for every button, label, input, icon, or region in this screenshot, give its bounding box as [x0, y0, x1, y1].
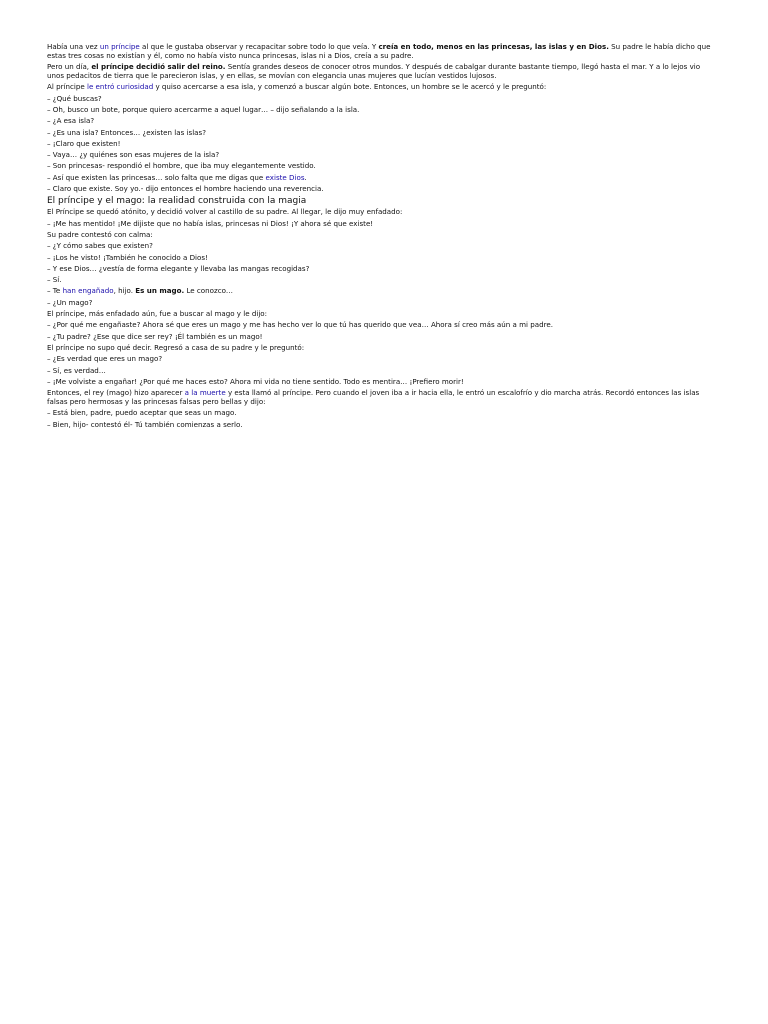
- bold-text: creía en todo, menos en las princesas, las islas y en Dios.: [378, 42, 609, 51]
- text: Su padre le había dicho que estas tres cosas no existían y él, como no había visto nunca princesas, islas ni a Dios, creía a su padre.: [47, 42, 711, 60]
- paragraph: [47, 389, 719, 407]
- link-existe-dios[interactable]: existe Dios: [265, 172, 305, 182]
- text: .: [304, 172, 307, 182]
- text: Al príncipe: [47, 82, 87, 92]
- story-document: [47, 43, 719, 432]
- paragraph: El príncipe, más enfadado aún, fue a buscar al mago y le dijo:: [47, 309, 268, 319]
- dialogue-line: – Sí.: [47, 275, 62, 285]
- dialogue-line: – ¡Me volviste a engañar! ¿Por qué me haces esto? Ahora mi vida no tiene sentido. Todo es mentira… ¡Prefiero morir!: [47, 376, 464, 386]
- text: – Así que existen las princesas… solo falta que me digas que: [47, 172, 266, 182]
- dialogue-line: [47, 287, 719, 296]
- text: Entonces, el rey (mago) hizo aparecer: [47, 388, 185, 398]
- paragraph: [47, 43, 719, 61]
- dialogue-line: – Son princesas- respondió el hombre, que iba muy elegantemente vestido.: [47, 161, 316, 171]
- dialogue-line: – ¿Y cómo sabes que existen?: [47, 241, 153, 251]
- dialogue-line: – ¿A esa isla?: [47, 116, 95, 126]
- paragraph: [47, 83, 719, 92]
- dialogue-line: – ¡Los he visto! ¡También he conocido a Dios!: [47, 252, 208, 262]
- text: al que le gustaba observar y recapacitar sobre todo lo que veía. Y: [139, 42, 379, 51]
- dialogue-line: – ¿Es verdad que eres un mago?: [47, 354, 163, 364]
- text: Le conozco…: [184, 286, 234, 296]
- bold-text: Es un mago.: [135, 286, 185, 296]
- dialogue-line: – ¿Es una isla? Entonces… ¿existen las islas?: [47, 127, 206, 137]
- dialogue-line: – Oh, busco un bote, porque quiero acercarme a aquel lugar… – dijo señalando a la isla.: [47, 105, 360, 114]
- dialogue-line: – Y ese Dios… ¿vestía de forma elegante y llevaba las mangas recogidas?: [47, 263, 310, 273]
- text: y quiso acercarse a esa isla, y comenzó a buscar algún bote. Entonces, un hombre se le acercó y le preguntó:: [153, 82, 547, 92]
- paragraph: Su padre contestó con calma:: [47, 229, 153, 239]
- dialogue-line: – Vaya… ¿y quiénes son esas mujeres de la isla?: [47, 150, 220, 160]
- bold-text: el príncipe decidió salir del reino.: [91, 62, 226, 72]
- dialogue-line: – ¡Claro que existen!: [47, 138, 121, 148]
- dialogue-line: – Bien, hijo- contestó él- Tú también comienzas a serlo.: [47, 419, 243, 429]
- dialogue-line: – Claro que existe. Soy yo.- dijo entonces el hombre haciendo una reverencia.: [47, 184, 324, 194]
- text: – Te: [47, 286, 63, 296]
- paragraph: El príncipe no supo qué decir. Regresó a casa de su padre y le preguntó:: [47, 342, 305, 352]
- paragraph: El Príncipe se quedó atónito, y decidió volver al castillo de su padre. Al llegar, le dijo muy enfadado:: [47, 207, 403, 217]
- dialogue-line: – ¿Tu padre? ¿Ese que dice ser rey? ¡Él también es un mago!: [47, 331, 263, 341]
- dialogue-line: – ¡Me has mentido! ¡Me dijiste que no había islas, princesas ni Dios! ¡Y ahora sé que existe!: [47, 218, 374, 228]
- dialogue-line: – ¿Por qué me engañaste? Ahora sé que eres un mago y me has hecho ver lo que tú has querido que vea… Ahora sí creo más aún a mi padre.: [47, 320, 553, 330]
- text: Había una vez: [47, 42, 100, 51]
- link-han-enganado[interactable]: han engañado: [62, 286, 114, 296]
- dialogue-line: – Está bien, padre, puedo aceptar que seas un mago.: [47, 408, 237, 418]
- dialogue-line: – ¿Qué buscas?: [47, 93, 102, 103]
- text: , hijo.: [113, 286, 136, 296]
- text: y esta llamó al príncipe. Pero cuando el joven iba a ir hacia ella, le entró un escalofrío y dio marcha atrás. Recordó entonces las islas falsas pero hermosas y las princesas falsas pero bellas y dijo:: [47, 388, 700, 407]
- text: Sentía grandes deseos de conocer otros mundos. Y después de cabalgar durante bastante tiempo, llegó hasta el mar. Y a lo lejos vio unos pedacitos de tierra que le parecieron islas, y en ellas, se movían con elegancia unas mujeres que lucían vestidos lujosos.: [47, 62, 701, 81]
- dialogue-line: – Sí, es verdad…: [47, 365, 106, 375]
- link-un-principe[interactable]: un príncipe: [99, 42, 140, 51]
- paragraph: [47, 63, 719, 81]
- text: Pero un día,: [47, 62, 92, 72]
- dialogue-line: – ¿Un mago?: [47, 297, 93, 307]
- link-a-la-muerte[interactable]: a la muerte: [184, 388, 226, 398]
- section-heading: El príncipe y el mago: la realidad construida con la magia: [47, 196, 307, 207]
- dialogue-line: [47, 174, 719, 183]
- link-le-entro-curiosidad[interactable]: le entró curiosidad: [86, 82, 154, 92]
